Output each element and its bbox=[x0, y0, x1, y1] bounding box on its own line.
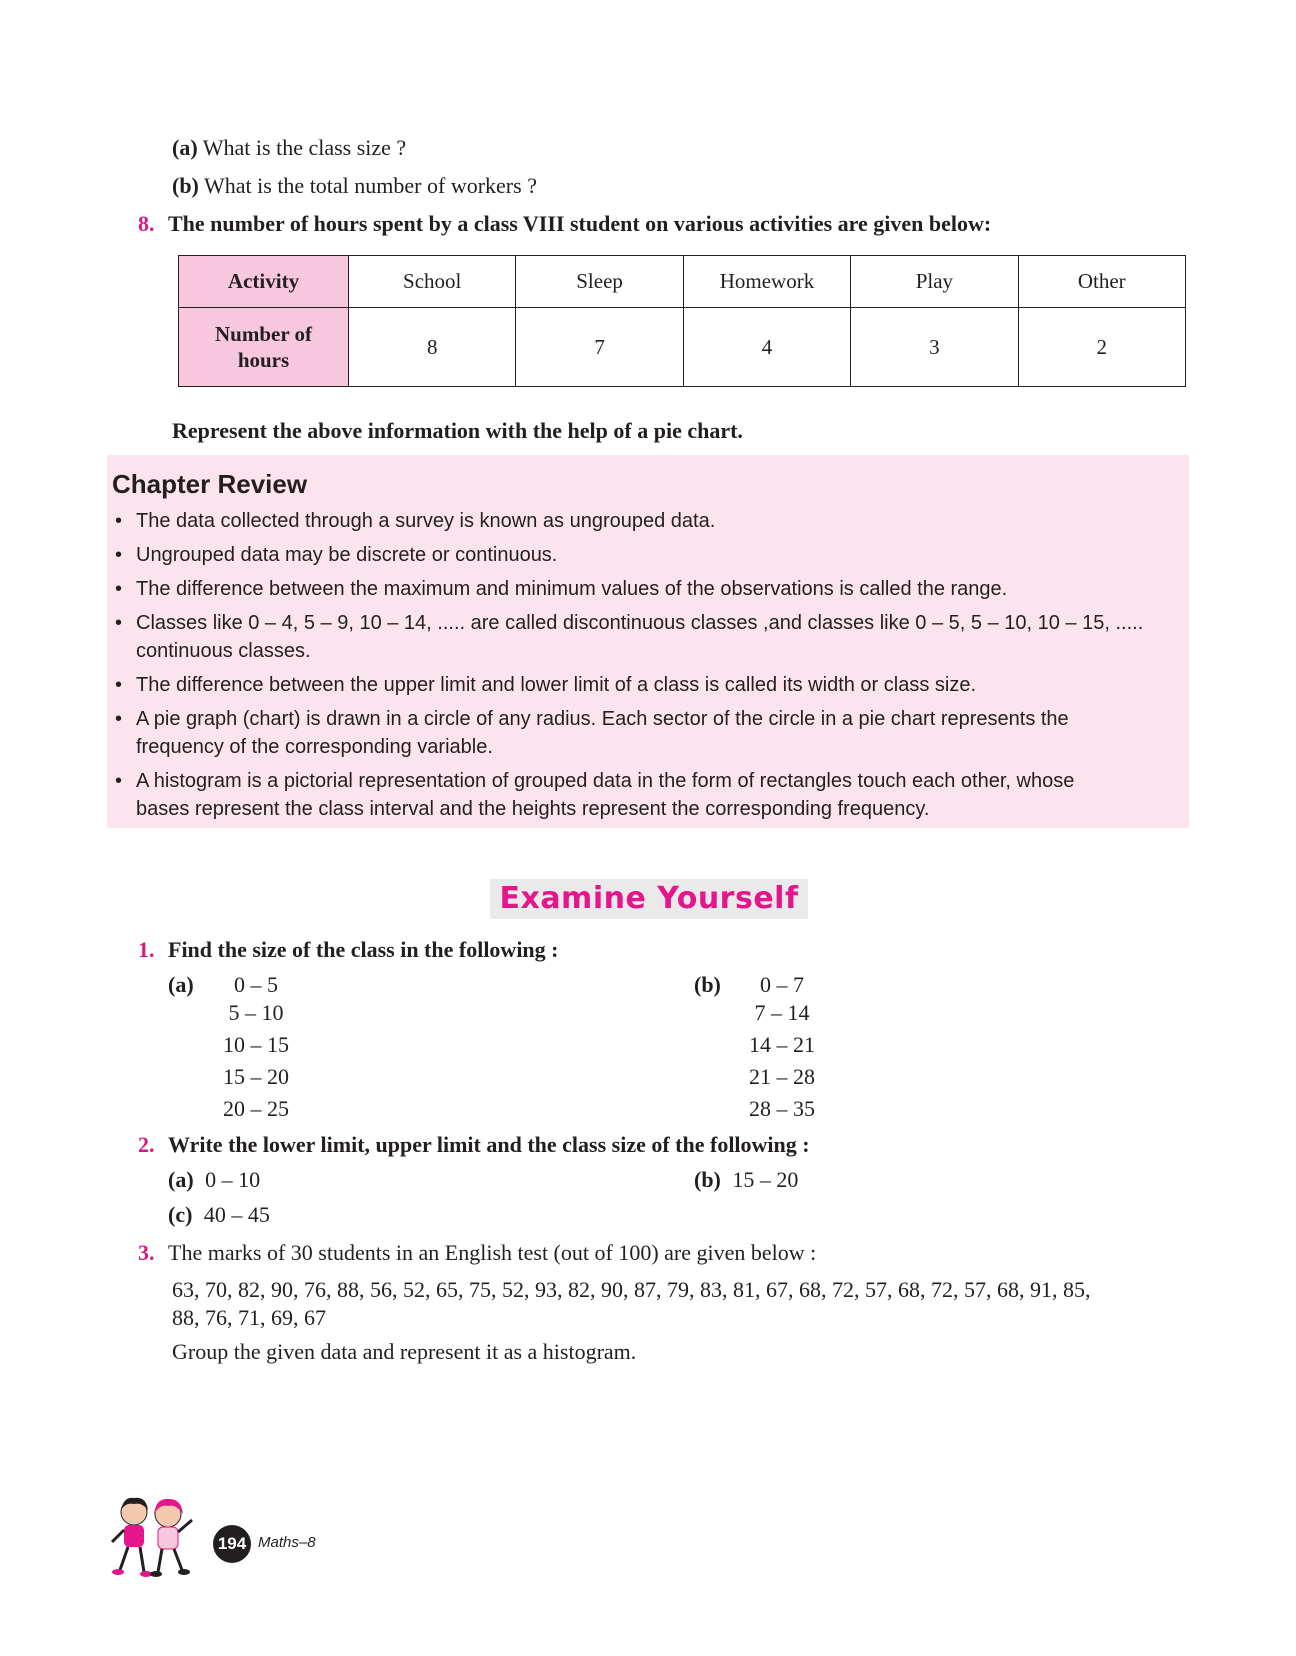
examine-yourself-heading: Examine Yourself bbox=[490, 879, 808, 919]
table-row bbox=[179, 256, 1186, 308]
list-item: • A pie graph (chart) is drawn in a circle of any radius. Each sector of the circle in a pie chart represents the frequency of the corresponding variable. bbox=[115, 708, 1069, 758]
class-interval: 15 – 20 bbox=[223, 1064, 289, 1089]
table-header-activity: Activity bbox=[179, 256, 349, 308]
list-item: • Ungrouped data may be discrete or continuous. bbox=[115, 544, 558, 566]
table-cell: Play bbox=[851, 256, 1018, 308]
table-cell: Other bbox=[1018, 256, 1185, 308]
class-interval: 21 – 28 bbox=[749, 1064, 815, 1089]
question-7b: (b) What is the total number of workers ? bbox=[172, 173, 537, 198]
class-interval: 14 – 21 bbox=[749, 1032, 815, 1057]
book-title: Maths–8 bbox=[258, 1534, 316, 1551]
exercise-2b: (b) 15 – 20 bbox=[694, 1167, 799, 1192]
page-number: 194 bbox=[213, 1525, 251, 1563]
class-interval: 20 – 25 bbox=[223, 1096, 289, 1121]
chapter-review-list bbox=[107, 507, 1187, 829]
marks-data-line-1: 63, 70, 82, 90, 76, 88, 56, 52, 65, 75, 52, 93, 82, 90, 87, 79, 83, 81, 67, 68, 72, 57, 68, 72, 57, 68, 91, 85, bbox=[172, 1277, 1091, 1302]
exercise-2: 2. Write the lower limit, upper limit and the class size of the following : bbox=[138, 1132, 810, 1157]
table-cell: 2 bbox=[1018, 308, 1185, 387]
class-interval: 10 – 15 bbox=[223, 1032, 289, 1057]
class-interval: 5 – 10 bbox=[228, 1000, 284, 1025]
exercise-3: 3. The marks of 30 students in an English test (out of 100) are given below : bbox=[138, 1240, 817, 1265]
table-cell: 8 bbox=[349, 308, 516, 387]
table-cell: 3 bbox=[851, 308, 1018, 387]
activity-hours-table bbox=[178, 255, 1186, 387]
class-interval: 0 – 7 bbox=[760, 972, 804, 997]
table-row bbox=[179, 308, 1186, 387]
histogram-instruction: Group the given data and represent it as a histogram. bbox=[172, 1339, 637, 1364]
chapter-review-box bbox=[107, 455, 1189, 828]
class-interval: 0 – 5 bbox=[234, 972, 278, 997]
list-item: • A histogram is a pictorial representation of grouped data in the form of rectangles touch each other, whose bases represent the class interval and the heights represent the corresponding frequency. bbox=[115, 770, 1075, 820]
table-cell: 7 bbox=[516, 308, 683, 387]
class-interval: 7 – 14 bbox=[754, 1000, 810, 1025]
kids-mascot-icon bbox=[104, 1490, 200, 1582]
list-item: • Classes like 0 – 4, 5 – 9, 10 – 14, ..... are called discontinuous classes ,and classes like 0 – 5, 5 – 10, 10 – 15, ..... continuous classes. bbox=[115, 612, 1144, 662]
list-item: • The difference between the maximum and minimum values of the observations is called the range. bbox=[115, 578, 1008, 600]
exercise-2c: (c) 40 – 45 bbox=[168, 1202, 270, 1227]
table-cell: Homework bbox=[683, 256, 850, 308]
question-8: 8. The number of hours spent by a class VIII student on various activities are given below: bbox=[138, 211, 992, 236]
chapter-review-title: Chapter Review bbox=[112, 469, 308, 499]
table-header-hours: Number of hours bbox=[179, 308, 349, 387]
exercise-1: 1. Find the size of the class in the following : bbox=[138, 937, 559, 962]
exercise-2a: (a) 0 – 10 bbox=[168, 1167, 261, 1192]
list-item: • The difference between the upper limit and lower limit of a class is called its width or class size. bbox=[115, 674, 977, 696]
table-cell: School bbox=[349, 256, 516, 308]
exercise-1b-label: (b) bbox=[694, 972, 721, 997]
table-cell: Sleep bbox=[516, 256, 683, 308]
exercise-1a-label: (a) bbox=[168, 972, 194, 997]
class-interval: 28 – 35 bbox=[749, 1096, 815, 1121]
list-item: • The data collected through a survey is known as ungrouped data. bbox=[115, 510, 716, 532]
pie-chart-instruction: Represent the above information with the help of a pie chart. bbox=[172, 418, 743, 443]
question-7a: (a) What is the class size ? bbox=[172, 135, 407, 160]
table-cell: 4 bbox=[683, 308, 850, 387]
marks-data-line-2: 88, 76, 71, 69, 67 bbox=[172, 1305, 326, 1330]
